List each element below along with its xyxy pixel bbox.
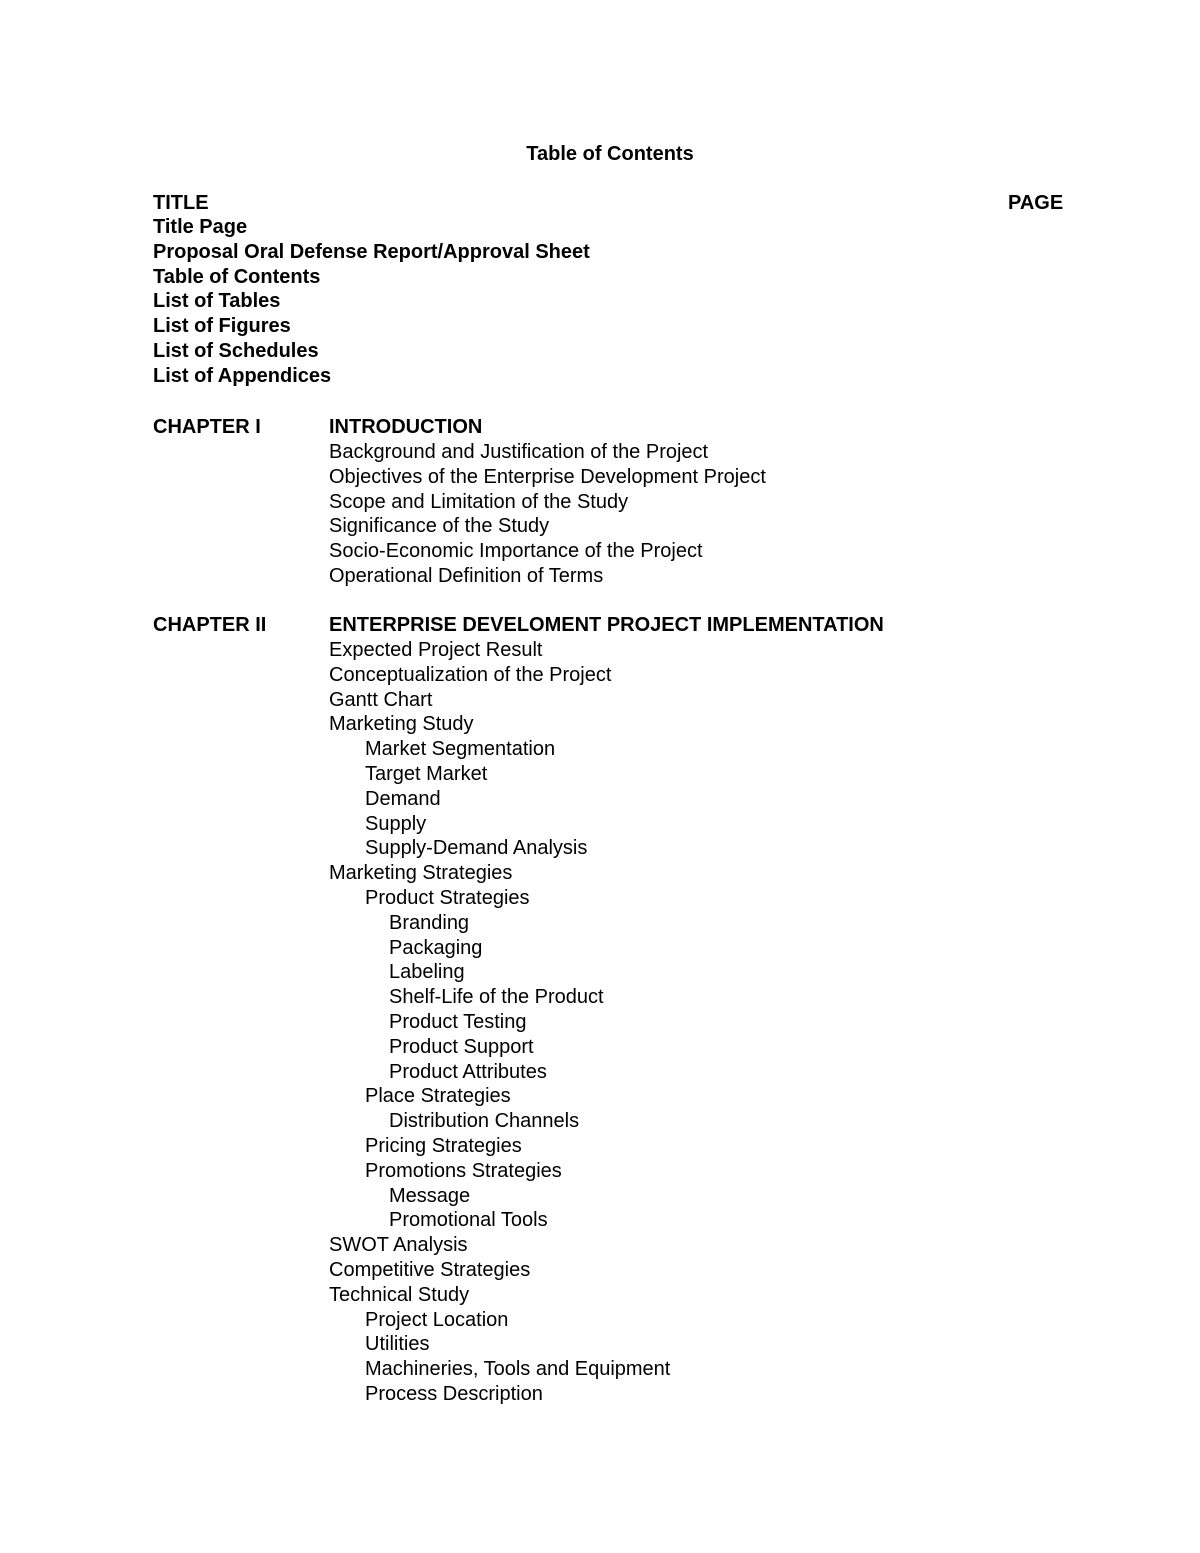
toc-entry: Objectives of the Enterprise Development Project <box>329 465 766 488</box>
chapter-2-label: CHAPTER II <box>153 614 267 636</box>
front-matter-list <box>153 215 590 389</box>
toc-entry: SWOT Analysis <box>329 1234 468 1257</box>
toc-entry: Process Description <box>365 1382 543 1405</box>
toc-entry: Supply-Demand Analysis <box>365 837 588 860</box>
toc-entry: Shelf-Life of the Product <box>389 986 604 1009</box>
toc-entry: Socio-Economic Importance of the Project <box>329 540 703 563</box>
toc-entry: Distribution Channels <box>389 1110 580 1133</box>
toc-entry: Gantt Chart <box>329 688 433 711</box>
toc-entry: Product Strategies <box>365 886 530 909</box>
toc-entry: Product Testing <box>389 1010 527 1033</box>
toc-entry: Utilities <box>365 1333 430 1356</box>
front-matter-item: Table of Contents <box>153 265 321 288</box>
front-matter-item: List of Appendices <box>153 364 332 387</box>
toc-entry: Marketing Strategies <box>329 862 513 885</box>
front-matter-item: Proposal Oral Defense Report/Approval Sheet <box>153 240 590 263</box>
toc-entry: Branding <box>389 911 470 934</box>
toc-entry: Market Segmentation <box>365 738 556 761</box>
toc-entry: Product Attributes <box>389 1060 547 1083</box>
front-matter-item: Title Page <box>153 216 248 238</box>
toc-entry: Message <box>389 1184 471 1207</box>
toc-entry: Project Location <box>365 1308 509 1331</box>
front-matter-item: List of Schedules <box>153 339 319 362</box>
toc-entry: Background and Justification of the Project <box>329 441 709 463</box>
chapter-2-items <box>329 638 670 1407</box>
toc-entry: Pricing Strategies <box>365 1134 522 1157</box>
toc-entry: Conceptualization of the Project <box>329 663 612 686</box>
front-matter-item: List of Tables <box>153 290 281 313</box>
front-matter-item: List of Figures <box>153 315 291 338</box>
toc-entry: Technical Study <box>329 1283 470 1306</box>
chapter-1-items <box>329 440 766 589</box>
page-title: Table of Contents <box>526 143 694 165</box>
chapter-1-heading: INTRODUCTION <box>329 416 483 438</box>
toc-entry: Demand <box>365 787 441 810</box>
toc-entry: Target Market <box>365 762 488 785</box>
toc-entry: Supply <box>365 812 427 835</box>
title-column-header: TITLE <box>153 192 209 214</box>
page-column-header: PAGE <box>1008 192 1064 214</box>
toc-entry: Operational Definition of Terms <box>329 564 604 587</box>
toc-entry: Place Strategies <box>365 1085 511 1108</box>
toc-entry: Competitive Strategies <box>329 1258 531 1281</box>
toc-entry: Promotions Strategies <box>365 1159 562 1182</box>
toc-entry: Promotional Tools <box>389 1209 548 1232</box>
toc-entry: Expected Project Result <box>329 639 543 661</box>
toc-entry: Machineries, Tools and Equipment <box>365 1358 671 1381</box>
toc-entry: Scope and Limitation of the Study <box>329 490 629 513</box>
toc-entry: Product Support <box>389 1035 534 1058</box>
chapter-2-heading: ENTERPRISE DEVELOMENT PROJECT IMPLEMENTATION <box>329 614 884 636</box>
toc-entry: Significance of the Study <box>329 515 550 538</box>
toc-entry: Packaging <box>389 936 483 959</box>
chapter-1-label: CHAPTER I <box>153 416 261 438</box>
toc-entry: Labeling <box>389 961 465 984</box>
toc-entry: Marketing Study <box>329 713 474 736</box>
